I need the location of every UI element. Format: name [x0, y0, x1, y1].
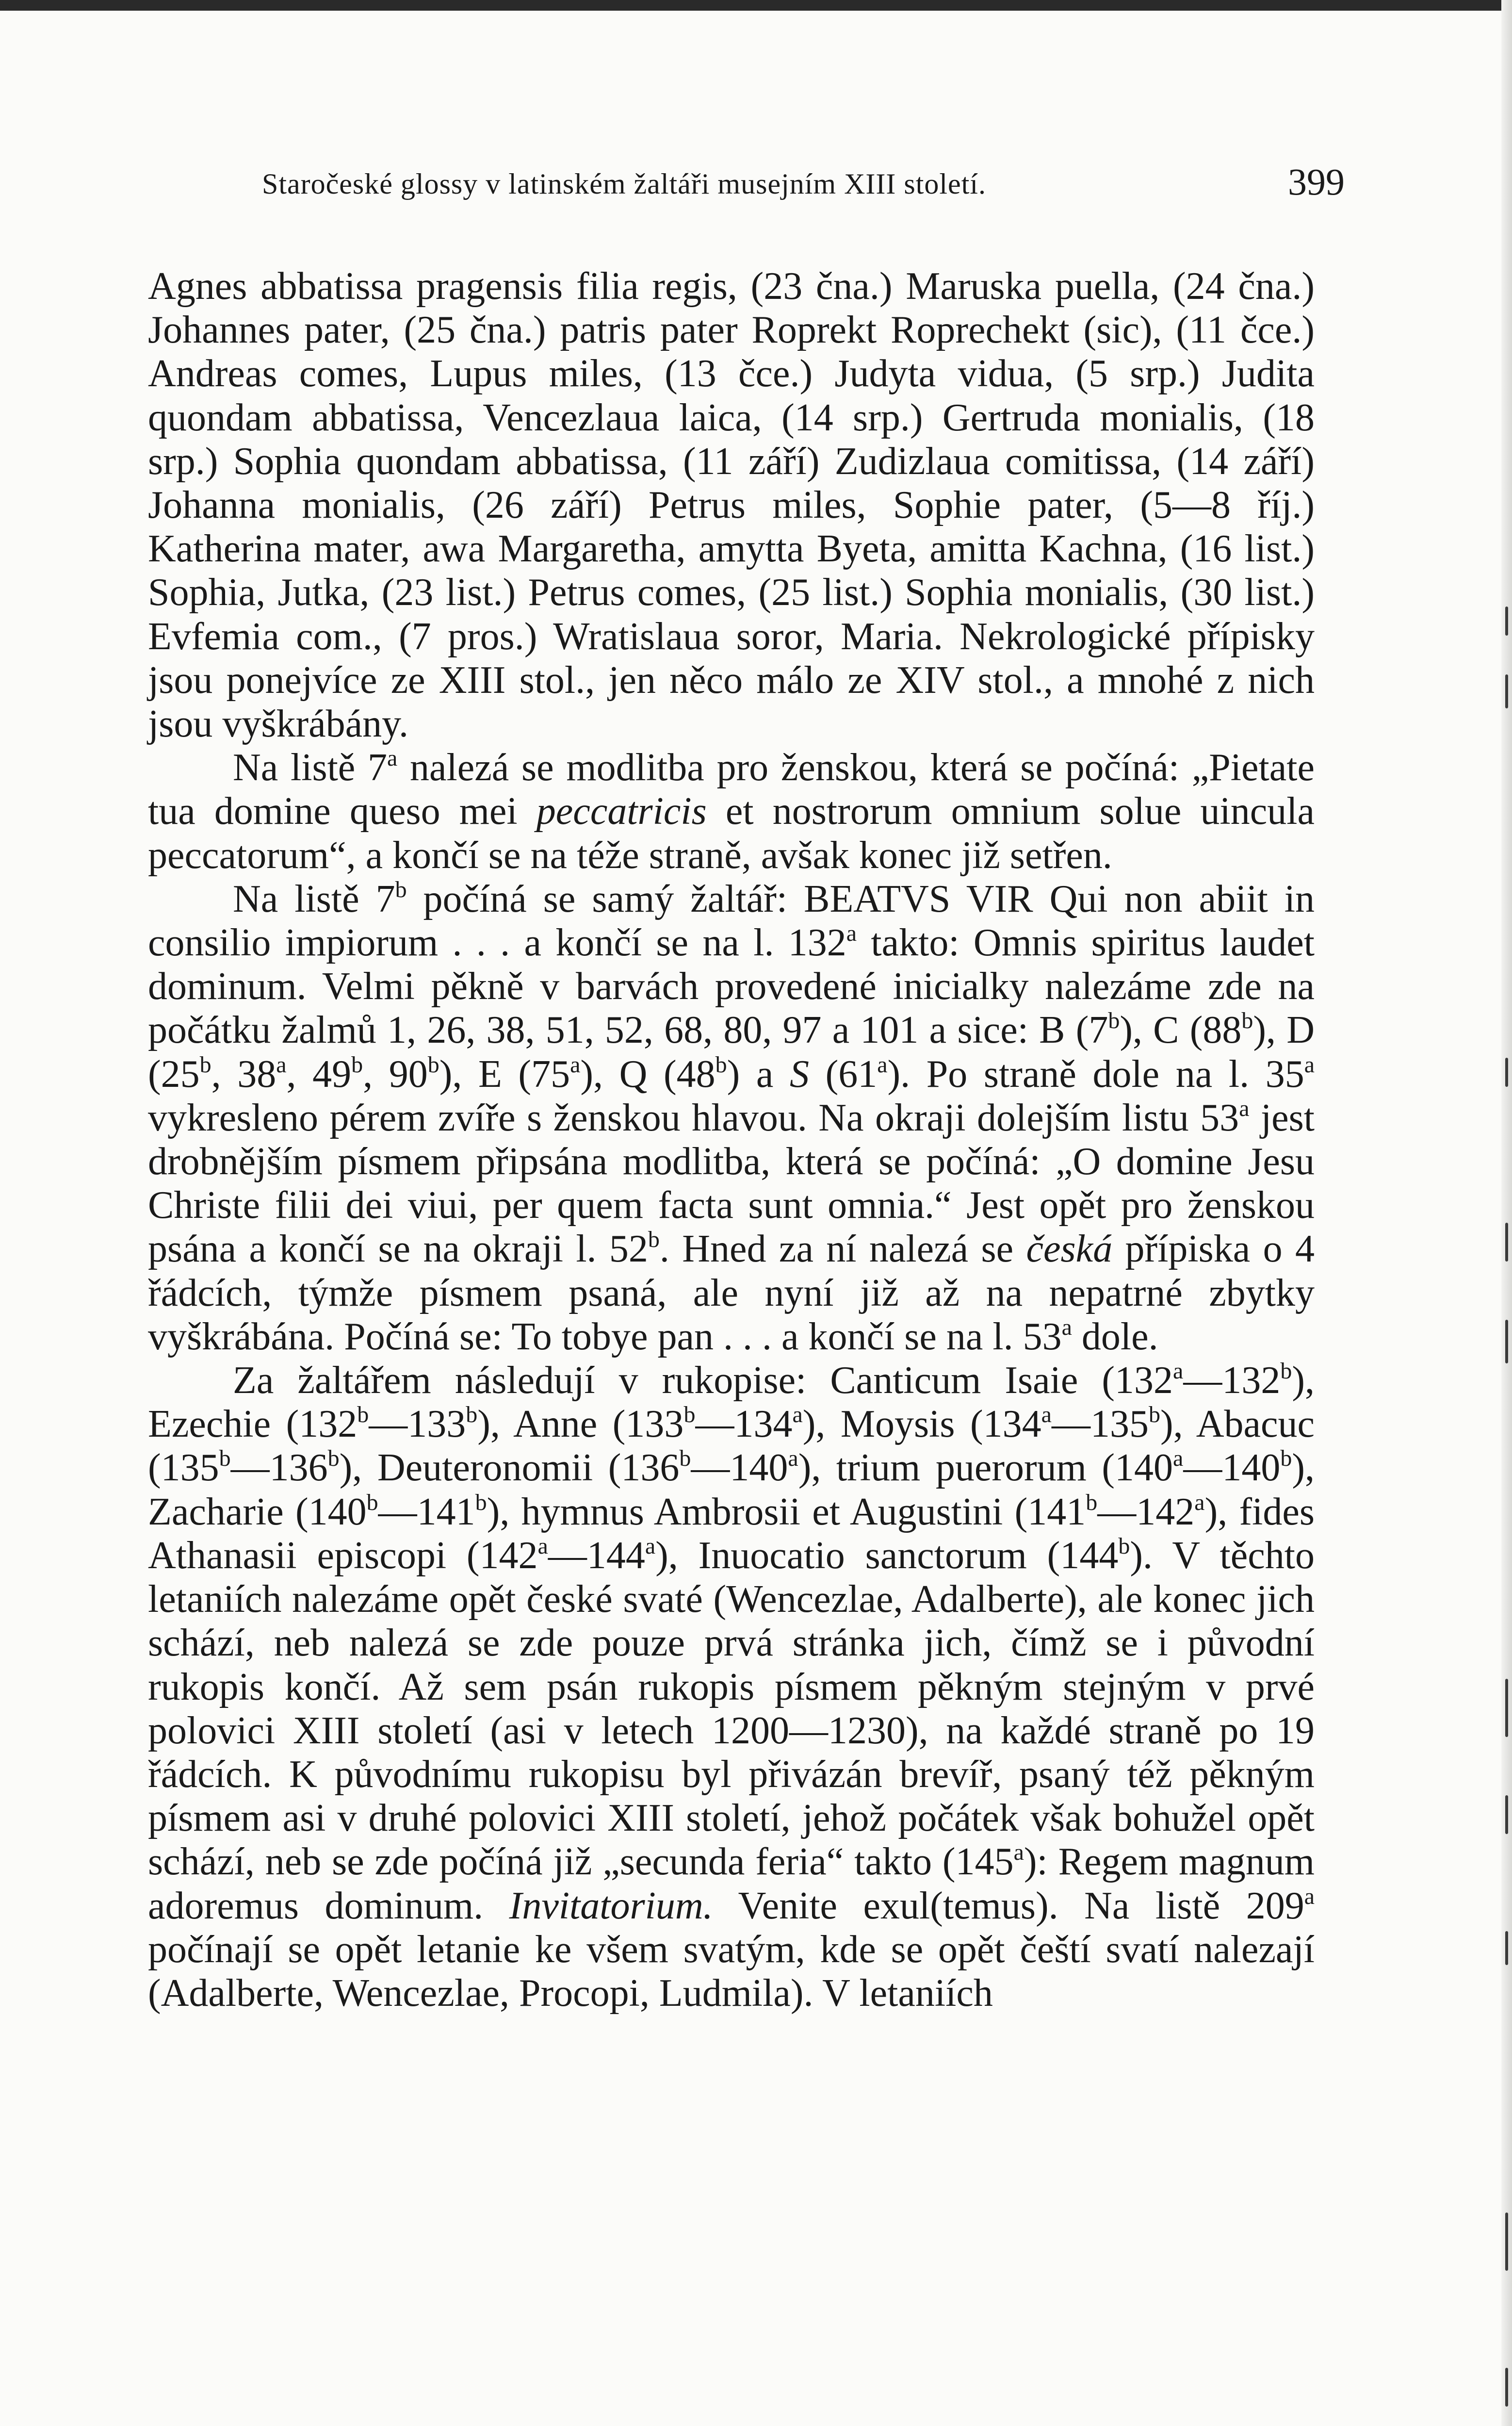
text-run: ), E (75 [439, 1052, 570, 1096]
text-run: dole. [1072, 1315, 1158, 1358]
superscript: a [1041, 1402, 1052, 1428]
paragraph-3 [148, 877, 1315, 1359]
text-run: Za žaltářem následují v rukopise: Canticum Isaie (132 [233, 1359, 1173, 1402]
italic-run: S [789, 1052, 809, 1096]
text-run: —135 [1051, 1403, 1149, 1446]
text-run: (61 [809, 1052, 878, 1096]
text-run: —133 [369, 1403, 466, 1446]
edge-mark [1505, 1320, 1508, 1363]
superscript: b [679, 1445, 691, 1472]
superscript: a [877, 1051, 888, 1078]
text-run: ), Deuteronomii (136 [339, 1446, 680, 1490]
superscript: b [199, 1051, 211, 1078]
text-run: ), hymnus Ambrosii et Augustini (141 [487, 1490, 1086, 1533]
paragraph-2 [148, 746, 1315, 877]
edge-mark [1505, 606, 1508, 636]
edge-mark [1505, 1795, 1508, 1834]
text-run: ), D (25 [148, 1009, 1315, 1096]
text-run: počíná se samý žaltář: BEATVS VIR Qui non abiit in consilio impiorum . . . a končí se na l. 132 [148, 877, 1315, 965]
text-run: , 49 [286, 1052, 352, 1096]
superscript: a [1304, 1883, 1315, 1909]
text-run: ), Q (48 [580, 1052, 715, 1096]
text-run: přípiska o 4 řádcích, týmže písmem psaná, ale nyní již až na nepatrné zbytky vyškrábána. Počíná se: To tobye pan . . . a končí se na l. 53 [148, 1228, 1315, 1358]
superscript: a [645, 1533, 656, 1559]
edge-mark [1505, 2368, 1508, 2407]
edge-mark [1505, 1931, 1508, 1965]
superscript: b [683, 1402, 696, 1428]
text-run: , 90 [363, 1052, 428, 1096]
superscript: a [792, 1402, 803, 1428]
page-top-border [0, 0, 1512, 11]
text-run: takto: Omnis spiritus laudet dominum. Velmi pěkně v barvách provedené inicialky nalezáme zde na počátku žalmů 1, 26, 38, 51, 52, 68, 80, 97 a 101 a sice: B (7 [148, 921, 1315, 1052]
superscript: a [1013, 1839, 1024, 1866]
text-run: ), Moysis (134 [802, 1403, 1041, 1446]
text-run: —132 [1183, 1359, 1281, 1402]
text-run: —140 [691, 1446, 788, 1490]
superscript: a [570, 1051, 581, 1078]
superscript: a [1304, 1051, 1315, 1078]
paragraph-1 [148, 264, 1315, 746]
superscript: a [846, 920, 857, 947]
superscript: b [1280, 1358, 1292, 1384]
text-run: počínají se opět letanie ke všem svatým, kde se opět čeští svatí nalezají (Adalberte, Wencezlae, Procopi, Ludmila). V letaniích [148, 1928, 1315, 2015]
text-run: Venite exul(temus). Na listě 209 [713, 1884, 1304, 1927]
superscript: b [427, 1051, 439, 1078]
italic-run: peccatricis [536, 790, 707, 833]
superscript: a [537, 1533, 548, 1559]
text-run: ). V těchto letaniích nalezáme opět české svaté (Wencezlae, Adalberte), ale konec jich schází, neb nalezá se zde pouze prvá stránka jich, čímž se i původní rukopis končí. Až sem psán rukopis písmem pěkným stejným v prvé polovici XIII století (asi v letech 1200—1230), na každé straně po 19 řádcích. K původnímu rukopisu byl přivázán brevíř, psaný též pěkným písmem asi v druhé polovici XIII století, jehož počátek však bohužel opět schází, neb se zde počíná již „secunda feria“ takto (145 [148, 1534, 1315, 1884]
superscript: b [1108, 1008, 1120, 1034]
page-number: 399 [1288, 161, 1345, 203]
paragraph-4 [148, 1359, 1315, 2015]
text-run: vykresleno pérem zvíře s ženskou hlavou. Na okraji dolejším listu 53 [148, 1096, 1239, 1139]
superscript: a [1173, 1358, 1184, 1384]
superscript: a [1173, 1445, 1184, 1472]
superscript: b [1086, 1489, 1098, 1515]
text-run: ), Ezechie (132 [148, 1359, 1315, 1446]
superscript: a [1061, 1314, 1072, 1340]
superscript: b [357, 1402, 369, 1428]
superscript: a [788, 1445, 798, 1472]
text-run: —141 [378, 1490, 475, 1533]
superscript: b [327, 1445, 340, 1472]
text-run: Na listě 7 [233, 746, 388, 789]
paragraph-text: Agnes abbatissa pragensis filia regis, (23 čna.) Maruska puella, (24 čna.) Johannes pater, (25 čna.) patris pater Roprekt Roprechekt (sic), (11 čce.) Andreas comes, Lupus miles, (13 čce.) Judyta vidua, (5 srp.) Judita quondam abbatissa, Vencezlaua laica, (14 srp.) Gertruda monialis, (18 srp.) Sophia quondam abbatissa, (11 září) Zudizlaua comitissa, (14 září) Johanna monialis, (26 září) Petrus miles, Sophie pater, (5—8 říj.) Katherina mater, awa Margaretha, amytta Byeta, amitta Kachna, (16 list.) Sophia, Jutka, (23 list.) Petrus comes, (25 list.) Sophia monialis, (30 list.) Evfemia com., (7 pros.) Wratislaua soror, Maria. Nekrologické přípisky jsou ponejvíce ze XIII stol., jen něco málo ze XIV stol., a mnohé z nich jsou vyškrábány. [148, 265, 1315, 746]
edge-mark [1505, 1058, 1508, 1087]
superscript: b [715, 1051, 727, 1078]
text-run: ), Inuocatio sanctorum (144 [655, 1534, 1119, 1577]
italic-run: Invitatorium. [509, 1884, 713, 1927]
italic-run: česká [1026, 1228, 1113, 1271]
superscript: b [366, 1489, 378, 1515]
text-run: nalezá se modlitba pro ženskou, která se počíná: „Pietate tua domine queso mei [148, 746, 1315, 833]
text-run: —144 [548, 1534, 645, 1577]
text-run: ), Anne (133 [477, 1403, 684, 1446]
page-right-edge [1501, 0, 1512, 2426]
text-run: —136 [230, 1446, 328, 1490]
text-run: , 38 [211, 1052, 276, 1096]
superscript: b [219, 1445, 231, 1472]
edge-mark [1505, 2213, 1508, 2271]
superscript: b [475, 1489, 487, 1515]
text-run: ), trium puerorum (140 [798, 1446, 1173, 1490]
text-run: ), Abacuc (135 [148, 1403, 1315, 1490]
text-run: ) a [727, 1052, 790, 1096]
text-run: ), C (88 [1120, 1009, 1242, 1052]
text-run: et nostrorum omnium solue uincula peccatorum“, a končí se na téže straně, avšak konec již setřen. [148, 790, 1315, 877]
edge-mark [1505, 674, 1508, 708]
superscript: b [648, 1227, 660, 1253]
edge-mark [1505, 1223, 1508, 1262]
superscript: b [1148, 1402, 1160, 1428]
text-run: —140 [1183, 1446, 1281, 1490]
superscript: b [1118, 1533, 1130, 1559]
superscript: b [466, 1402, 478, 1428]
superscript: a [1239, 1095, 1250, 1121]
text-run: ), fides Athanasii episcopi (142 [148, 1490, 1315, 1577]
superscript: a [276, 1051, 287, 1078]
text-run: ). Po straně dole na l. 35 [887, 1052, 1304, 1096]
running-title: Staročeské glossy v latinském žaltáři musejním XIII století. [262, 168, 987, 200]
superscript: b [1280, 1445, 1292, 1472]
superscript: a [1194, 1489, 1205, 1515]
superscript: b [395, 876, 407, 902]
text-run: —134 [695, 1403, 793, 1446]
text-run: . Hned za ní nalezá se [659, 1228, 1026, 1271]
superscript: b [351, 1051, 363, 1078]
text-run: —142 [1097, 1490, 1195, 1533]
text-run: Na listě 7 [233, 877, 395, 920]
text-run: jest drobnějším písmem připsána modlitba, která se počíná: „O domine Jesu Christe filii dei viui, per quem facta sunt omnia.“ Jest opět pro ženskou psána a končí se na okraji l. 52 [148, 1096, 1315, 1271]
text-run: ), Zacharie (140 [148, 1446, 1315, 1533]
body-text [148, 264, 1315, 2015]
edge-mark [1505, 1679, 1508, 1737]
superscript: a [387, 745, 398, 771]
text-run: ): Regem magnum adoremus dominum. [148, 1840, 1315, 1927]
superscript: b [1241, 1008, 1253, 1034]
